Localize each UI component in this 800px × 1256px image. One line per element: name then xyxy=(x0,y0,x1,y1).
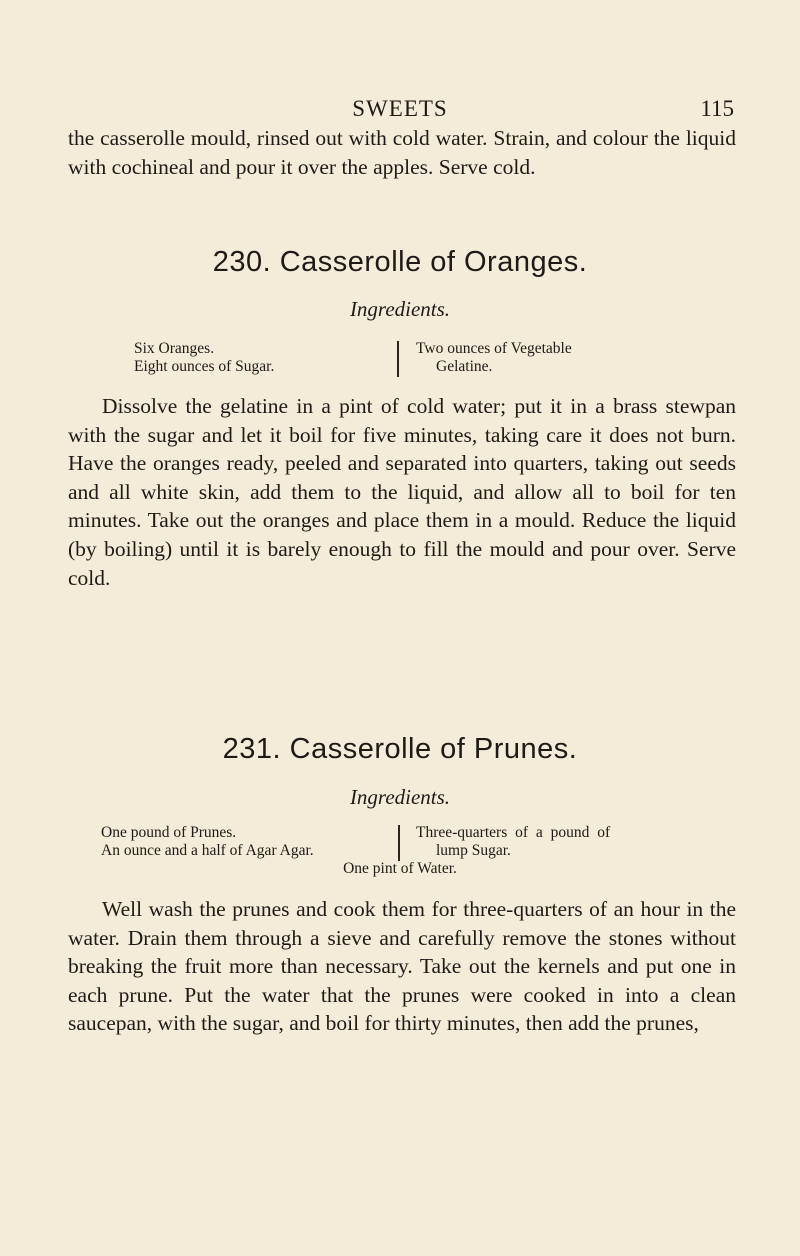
recipe-231-title: 231. Casserolle of Prunes. xyxy=(222,733,578,765)
ingredient-item: Gelatine. xyxy=(436,358,493,375)
recipe-231-ingredients-heading: Ingredients. xyxy=(349,785,451,809)
recipe-230-method: Dissolve the gelatine in a pint of cold water; put it in a brass stewpan with the sugar and let it boil for five minutes, taking care it does not burn. Have the oranges ready, peeled and separated into quarters, taking out seeds and all white skin, add them to the liquid, and allow all to boil for ten minutes. Take out the oranges and place them in a mould. Reduce the liquid (by boiling) until it is barely enough to fill the mould and pour over. Serve cold. xyxy=(68,394,736,590)
recipe-230-ingredients-heading: Ingredients. xyxy=(349,297,451,321)
recipe-230-ingredients-left xyxy=(134,340,274,376)
recipe-231-ingredients-center: One pint of Water. xyxy=(343,860,457,877)
running-title: SWEETS xyxy=(352,96,448,121)
ingredient-item: Three-quarters of a pound of xyxy=(416,824,611,841)
ingredient-item: Six Oranges. xyxy=(134,340,215,357)
recipe-230-title: 230. Casserolle of Oranges. xyxy=(212,246,588,278)
recipe-230-ingredients-right xyxy=(416,340,572,376)
recipe-231-ingredients-left xyxy=(101,824,314,860)
ingredient-item: lump Sugar. xyxy=(436,842,511,859)
ingredient-item: Two ounces of Vegetable xyxy=(416,340,572,357)
ingredient-item: An ounce and a half of Agar Agar. xyxy=(101,842,314,859)
continuation-paragraph: the casserolle mould, rinsed out with cold water. Strain, and colour the liquid with cochineal and pour it over the apples. Serve cold. xyxy=(68,126,736,179)
ingredient-item: One pound of Prunes. xyxy=(101,824,237,841)
recipe-231-method: Well wash the prunes and cook them for three-quarters of an hour in the water. Drain them through a sieve and carefully remove the stones without breaking the fruit more than necessary. Take out the kernels and put one in each prune. Put the water that the prunes were cooked in into a clean saucepan, with the sugar, and boil for thirty minutes, then add the prunes, xyxy=(68,897,736,1036)
recipe-231-ingredients-right xyxy=(416,824,610,860)
page-number: 115 xyxy=(700,96,734,121)
ingredients-divider xyxy=(397,341,399,377)
ingredients-divider xyxy=(398,825,400,861)
ingredient-item: Eight ounces of Sugar. xyxy=(134,358,275,375)
